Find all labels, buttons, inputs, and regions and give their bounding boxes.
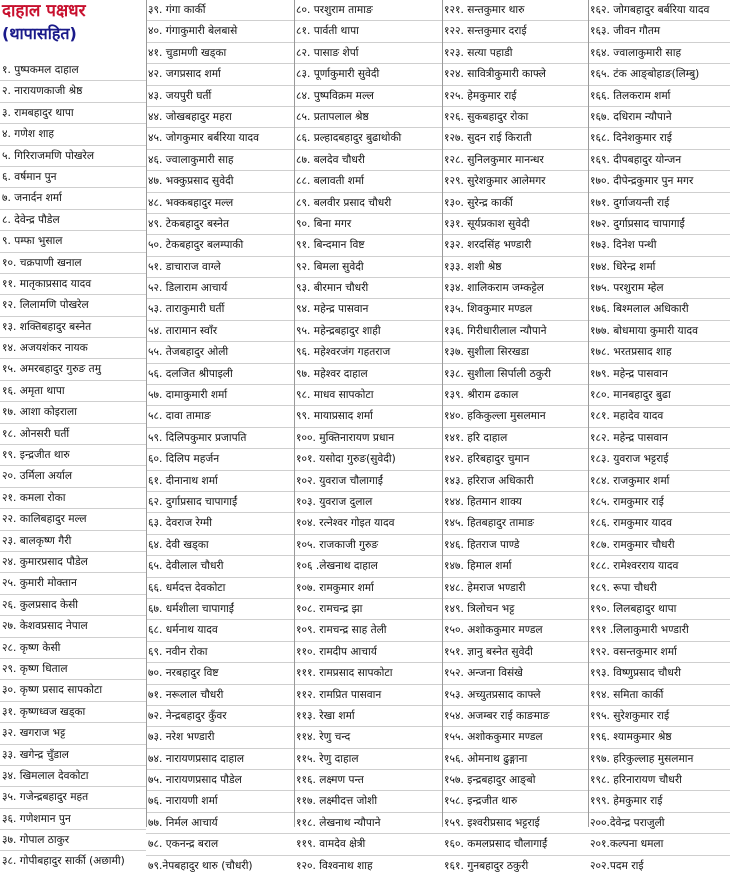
list-item: १७७. बोधमाया कुमारी यादव [588, 321, 730, 342]
list-item: १७५. परशुराम म्हेल [588, 278, 730, 299]
list-item: १९. इन्द्रजीत थारु [0, 445, 146, 466]
list-item: ९. पम्फा भुसाल [0, 231, 146, 252]
list-item: १. पुष्पकमल दाहाल [0, 60, 146, 81]
list-item: १६१. गुनबहादुर ठकुरी [444, 859, 529, 872]
list-item: ५४. तारामान स्वाँर [146, 321, 294, 342]
list-item: ६६. धर्मदत्त देवकोटा [146, 578, 294, 599]
list-item: १७३. दिनेश पन्थी [588, 235, 730, 256]
list-item: १४०. हकिकुल्ला मुसलमान [442, 406, 588, 427]
list-item: ४५. जोगकुमार बर्बरिया यादव [146, 128, 294, 149]
list-item: १५१. ज्ञानु बस्नेत सुवेदी [442, 642, 588, 663]
column-2 [146, 0, 294, 872]
list-item: १७. आशा कोइराला [0, 402, 146, 423]
list-item: १२८. सुनिलकुमार मानन्धर [442, 150, 588, 171]
list-item: ११७. लक्ष्मीदत्त जोशी [294, 791, 442, 812]
list-item: १८४. राजकुमार शर्मा [588, 471, 730, 492]
column-2-entries [146, 0, 294, 877]
list-item: १३४. शालिकराम जम्कट्टेल [442, 278, 588, 299]
list-item: १८३. युवराज भट्टराई [588, 449, 730, 470]
list-item: १४५. हितबहादुर तामाङ [442, 513, 588, 534]
list-item: १७४. धिरेन्द्र शर्मा [588, 257, 730, 278]
list-item: १४१. हरि दाहाल [442, 428, 588, 449]
list-item: ७. जनार्दन शर्मा [0, 188, 146, 209]
list-item: ११. मातृकाप्रसाद यादव [0, 274, 146, 295]
list-item: १५२. अन्जना विसंखे [442, 663, 588, 684]
list-item: ८२. पासाङ शेर्पा [294, 43, 442, 64]
list-item: १७८. भरतप्रसाद शाह [588, 342, 730, 363]
list-item: ३९. गंगा कार्की [146, 0, 294, 21]
column-divider [294, 0, 295, 827]
list-item: ११३. रेखा शर्मा [294, 706, 442, 727]
list-item: १२०. विश्वनाथ शाह [296, 859, 373, 872]
list-item: १९४. समिता कार्की [588, 685, 730, 706]
list-item: १५९. इश्वरीप्रसाद भट्टराई [442, 813, 588, 834]
list-item: १८. ओनसरी घर्ती [0, 424, 146, 445]
list-item: २६. कुलप्रसाद केसी [0, 595, 146, 616]
list-item: ७१. नरूलाल चौधरी [146, 685, 294, 706]
list-item: ६८. धर्मनाथ यादव [146, 620, 294, 641]
column-3-entries [294, 0, 442, 877]
list-item: १०८. रामचन्द्र झा [294, 599, 442, 620]
list-item: ७६. नारायणी शर्मा [146, 791, 294, 812]
list-item: १२६. सुकबहादुर रोका [442, 107, 588, 128]
list-item: १२७. सुदन राई किराती [442, 128, 588, 149]
list-item: ९३. बीरमान चौधरी [294, 278, 442, 299]
list-item: १८८. रामेश्वरराय यादव [588, 556, 730, 577]
column-4 [442, 0, 588, 872]
list-item: ८८. बलावती शर्मा [294, 171, 442, 192]
list-item: १५६. ओमनाथ ढुङ्गाना [442, 749, 588, 770]
list-item: २९. कृष्ण धिताल [0, 659, 146, 680]
list-item: १६५. टंक आङ्बोहाङ(लिम्बु) [588, 64, 730, 85]
list-item: ७५. नारायणप्रसाद पौडेल [146, 770, 294, 791]
list-item: ५. गिरिराजमणि पोखरेल [0, 146, 146, 167]
list-item: १३१. सूर्यप्रकाश सुवेदी [442, 214, 588, 235]
list-item: ३३. खगेन्द्र चुँडाल [0, 745, 146, 766]
list-item: २५. कुमारी मोक्तान [0, 573, 146, 594]
list-item: ११०. रामदीप आचार्य [294, 642, 442, 663]
list-item: १३६. गिरीधारीलाल न्यौपाने [442, 321, 588, 342]
list-item: १७१. दुर्गाजयन्ती राई [588, 193, 730, 214]
list-item: ३७. गोपाल ठाकुर [0, 830, 146, 851]
list-item: १५. अमरबहादुर गुरुङ तमु [0, 359, 146, 380]
list-item: १७२. दुर्गाप्रसाद चापागाईं [588, 214, 730, 235]
list-item: ६२. दुर्गाप्रसाद चापागाईं [146, 492, 294, 513]
list-item: ५८. दावा तामाङ [146, 406, 294, 427]
column-divider [588, 0, 589, 827]
list-item: १०२. युवराज चौलागाईं [294, 471, 442, 492]
list-item: १५०. अशोककुमार मण्डल [442, 620, 588, 641]
list-item: १३८. सुशीला सिर्पाली ठकुरी [442, 364, 588, 385]
list-item: १२१. सन्तकुमार थारु [442, 0, 588, 21]
list-item: ५१. डाचाराज वाग्ले [146, 257, 294, 278]
list-item: ९८. माधव सापकोटा [294, 385, 442, 406]
list-item: १६२. जोगबहादुर बर्बरिया यादव [588, 0, 730, 21]
list-item: २८. कृष्ण केसी [0, 638, 146, 659]
list-item: १९५. सुरेशकुमार राई [588, 706, 730, 727]
list-item: १८१. महादेव यादव [588, 406, 730, 427]
list-item: ११८. लेखनाथ न्यौपाने [294, 813, 442, 834]
list-item: १८२. महेन्द्र पासवान [588, 428, 730, 449]
list-item: ५९. दिलिपकुमार प्रजापति [146, 428, 294, 449]
list-item: १०९. रामचन्द्र साह तेली [294, 620, 442, 641]
list-item: ७८. एकनन्द्र बराल [146, 834, 294, 855]
heading-title: दाहाल पक्षधर [2, 1, 86, 21]
list-item: ११४. रेणु चन्द [294, 727, 442, 748]
list-item: ८६. प्रल्हादबहादुर बुढाथोकी [294, 128, 442, 149]
list-item: १६३. जीवन गौतम [588, 21, 730, 42]
list-item: १०५. राजकाजी गुरुङ [294, 535, 442, 556]
list-item: १८०. मानबहादुर बुढा [588, 385, 730, 406]
list-item: ४४. जोखबहादुर महरा [146, 107, 294, 128]
list-item: ९९. मायाप्रसाद शर्मा [294, 406, 442, 427]
list-item: ३०. कृष्ण प्रसाद सापकोटा [0, 680, 146, 701]
list-item: ४८. भक्कबहादुर मल्ल [146, 193, 294, 214]
list-item: ३५. गजेन्द्रबहादुर महत [0, 787, 146, 808]
list-item: ७९.नेपबहादुर थारु (चौधरी) [148, 859, 253, 872]
list-item: ४६. ज्वालाकुमारी साह [146, 150, 294, 171]
list-item: १९९. हेमकुमार राई [588, 791, 730, 812]
list-item: ७२. नेन्द्रबहादुर कुँवर [146, 706, 294, 727]
list-item: १९७. हरिकुल्लाह मुसलमान [588, 749, 730, 770]
list-item: १३५. शिवकुमार मण्डल [442, 299, 588, 320]
column-3 [294, 0, 442, 872]
list-item: ६९. नवीन रोका [146, 642, 294, 663]
list-item: १२९. सुरेशकुमार आलेमगर [442, 171, 588, 192]
list-item: ९१. बिन्दमान विष्ट [294, 235, 442, 256]
list-item: ७४. नारायणप्रसाद दाहाल [146, 749, 294, 770]
list-item: २३. बालकृष्ण गैरी [0, 531, 146, 552]
list-item: १९६. श्यामकुमार श्रेष्ठ [588, 727, 730, 748]
list-item: १८९. रूपा चौधरी [588, 578, 730, 599]
list-item: ३६. गणेशमान पुन [0, 809, 146, 830]
list-item: १९०. लिलबहादुर थापा [588, 599, 730, 620]
list-item: १५७. इन्द्रबहादुर आङ्बो [442, 770, 588, 791]
list-item: १५८. इन्द्रजीत थारु [442, 791, 588, 812]
list-item: १७६. बिश्मलाल अधिकारी [588, 299, 730, 320]
list-item: १६८. दिनेशकुमार राई [588, 128, 730, 149]
list-item: १९१ .लिलाकुमारी भण्डारी [588, 620, 730, 641]
list-item: ८९. बलवीर प्रसाद चौधरी [294, 193, 442, 214]
column-divider [146, 0, 147, 827]
list-item: ७३. नरेश भण्डारी [146, 727, 294, 748]
list-item: ८. देवेन्द्र पौडेल [0, 210, 146, 231]
list-item: १००. मुक्तिनारायण प्रधान [294, 428, 442, 449]
list-item: १३७. सुशीला सिरखडा [442, 342, 588, 363]
list-item: १६४. ज्वालाकुमारी साह [588, 43, 730, 64]
list-item: ८५. प्रतापलाल श्रेष्ठ [294, 107, 442, 128]
list-item: १४. अजयशंकर नायक [0, 338, 146, 359]
list-item: १६. अमृता थापा [0, 381, 146, 402]
list-item: १६९. दीपबहादुर योन्जन [588, 150, 730, 171]
list-item: १२४. सावित्रीकुमारी काफ्ले [442, 64, 588, 85]
list-item: ९६. महेश्वरजंग गहतराज [294, 342, 442, 363]
list-item: १९२. वसन्तकुमार शर्मा [588, 642, 730, 663]
list-item: ५२. डिलाराम आचार्य [146, 278, 294, 299]
list-item: ११५. रेणु दाहाल [294, 749, 442, 770]
list-item: ९४. महेन्द्र पासवान [294, 299, 442, 320]
list-item: ७०. नरबहादुर विष्ट [146, 663, 294, 684]
list-item: १४४. हितमान शाक्य [442, 492, 588, 513]
list-item: ५७. दामाकुमारी शर्मा [146, 385, 294, 406]
list-item: १२२. सन्तकुमार दराई [442, 21, 588, 42]
column-5 [588, 0, 730, 872]
list-item: ९५. महेन्द्रबहादुर शाही [294, 321, 442, 342]
list-item: १८६. रामकुमार यादव [588, 513, 730, 534]
list-item: ४७. भक्कुप्रसाद सुवेदी [146, 171, 294, 192]
list-item: १७०. दीपेन्द्रकुमार पुन मगर [588, 171, 730, 192]
list-heading [0, 0, 146, 60]
list-item: १४३. हरिराज अधिकारी [442, 471, 588, 492]
list-item: १६०. कमलप्रसाद चौलागाईं [442, 834, 588, 855]
list-item: १०७. रामकुमार शर्मा [294, 578, 442, 599]
list-item: ९०. बिना मगर [294, 214, 442, 235]
column-4-entries [442, 0, 588, 877]
list-item: १४८. हेमराज भण्डारी [442, 578, 588, 599]
list-item: २०१.कल्पना धमला [588, 834, 730, 855]
list-item: २०. उर्मिला अर्याल [0, 466, 146, 487]
list-item: १८५. रामकुमार राई [588, 492, 730, 513]
list-item: ९७. महेश्वर दाहाल [294, 364, 442, 385]
list-item: ४०. गंगाकुमारी बेलबासे [146, 21, 294, 42]
list-item: ५६. दलजित श्रीपाइली [146, 364, 294, 385]
list-item: ७७. निर्मल आचार्य [146, 813, 294, 834]
list-item: १०३. युवराज दुलाल [294, 492, 442, 513]
list-item: ४२. जगप्रसाद शर्मा [146, 64, 294, 85]
list-item: १०१. यसोदा गुरुङ(सुवेदी) [294, 449, 442, 470]
list-item: १०४. रत्नेश्वर गोइत यादव [294, 513, 442, 534]
list-item: ३८. गोपीबहादुर सार्की (अछामी) [2, 855, 125, 868]
list-item: १४९. त्रिलोचन भट्ट [442, 599, 588, 620]
list-item: ३. रामबहादुर थापा [0, 103, 146, 124]
list-item: १४२. हरिबहादुर चुमान [442, 449, 588, 470]
list-item: ८१. पार्वती थापा [294, 21, 442, 42]
list-item: १९३. विष्णुप्रसाद चौधरी [588, 663, 730, 684]
list-item: १२३. सत्या पहाडी [442, 43, 588, 64]
list-item: १६७. दधिराम न्यौपाने [588, 107, 730, 128]
list-item: ६४. देवी खड्का [146, 535, 294, 556]
list-item: २७. केशवप्रसाद नेपाल [0, 616, 146, 637]
list-item: ११६. लक्ष्मण पन्त [294, 770, 442, 791]
list-item: ४. गणेश शाह [0, 124, 146, 145]
list-item: ११९. वामदेव क्षेत्री [294, 834, 442, 855]
list-item: ६३. देवराज रेग्मी [146, 513, 294, 534]
list-item: ४९. टेकबहादुर बस्नेत [146, 214, 294, 235]
list-item: २४. कुमारप्रसाद पौडेल [0, 552, 146, 573]
list-item: १३३. शशी श्रेष्ठ [442, 257, 588, 278]
list-item: १३०. सुरेन्द्र कार्की [442, 193, 588, 214]
list-item: ६१. दीनानाथ शर्मा [146, 471, 294, 492]
list-item: १३९. श्रीराम ढकाल [442, 385, 588, 406]
list-item: ६. वर्षमान पुन [0, 167, 146, 188]
list-item: १०६ .लेखनाथ दाहाल [294, 556, 442, 577]
list-item: १३२. शरदसिंह भण्डारी [442, 235, 588, 256]
list-item: ६७. धर्मशीला चापागाईं [146, 599, 294, 620]
list-item: १५३. अच्युतप्रसाद काफ्ले [442, 685, 588, 706]
list-item: १२. लिलामणि पोखरेल [0, 295, 146, 316]
list-item: ५०. टेकबहादुर बलम्पाकी [146, 235, 294, 256]
list-item: १८७. रामकुमार चौधरी [588, 535, 730, 556]
list-item: ६०. दिलिप महर्जन [146, 449, 294, 470]
list-item: १३. शक्तिबहादुर बस्नेत [0, 317, 146, 338]
heading-subtitle: (थापासहित) [2, 24, 77, 43]
column-divider [442, 0, 443, 827]
column-5-entries [588, 0, 730, 877]
list-item: ५३. ताराकुमारी घर्ती [146, 299, 294, 320]
list-item: १५५. अशोककुमार मण्डल [442, 727, 588, 748]
list-item: ११२. रामप्रित पासवान [294, 685, 442, 706]
list-item: २१. कमला रोका [0, 488, 146, 509]
list-item: ५५. तेजबहादुर ओली [146, 342, 294, 363]
list-item: ८३. पूर्णाकुमारी सुवेदी [294, 64, 442, 85]
column-1 [0, 0, 146, 868]
list-item: ३४. खिमलाल देवकोटा [0, 766, 146, 787]
list-item: ८४. पुष्पविक्रम मल्ल [294, 86, 442, 107]
list-item: ३२. खगराज भट्ट [0, 723, 146, 744]
list-item: १२५. हेमकुमार राई [442, 86, 588, 107]
list-item: २०२.पदम राई [590, 859, 644, 872]
list-item: २२. कालिबहादुर मल्ल [0, 509, 146, 530]
column-1-entries [0, 60, 146, 873]
list-item: १५४. अजम्बर राई काङमाङ [442, 706, 588, 727]
list-item: ४३. जयपुरी घर्ती [146, 86, 294, 107]
list-item: २००.देवेन्द्र पराजुली [588, 813, 730, 834]
list-item: १७९. महेन्द्र पासवान [588, 364, 730, 385]
list-item: १४६. हितराज पाण्डे [442, 535, 588, 556]
list-item: १६६. तिलकराम शर्मा [588, 86, 730, 107]
list-item: ८७. बलदेव चौधरी [294, 150, 442, 171]
list-item: ८०. परशुराम तामाङ [294, 0, 442, 21]
list-item: १०. चक्रपाणी खनाल [0, 253, 146, 274]
list-item: ४१. चुडामणी खड्का [146, 43, 294, 64]
list-item: ३१. कृष्णध्वज खड्का [0, 702, 146, 723]
list-item: १११. रामप्रसाद सापकोटा [294, 663, 442, 684]
list-item: ६५. देवीलाल चौधरी [146, 556, 294, 577]
list-item: २. नारायणकाजी श्रेष्ठ [0, 81, 146, 102]
list-item: १४७. हिमाल शर्मा [442, 556, 588, 577]
list-item: ९२. बिमला सुवेदी [294, 257, 442, 278]
list-item: १९८. हरिनारायण चौधरी [588, 770, 730, 791]
